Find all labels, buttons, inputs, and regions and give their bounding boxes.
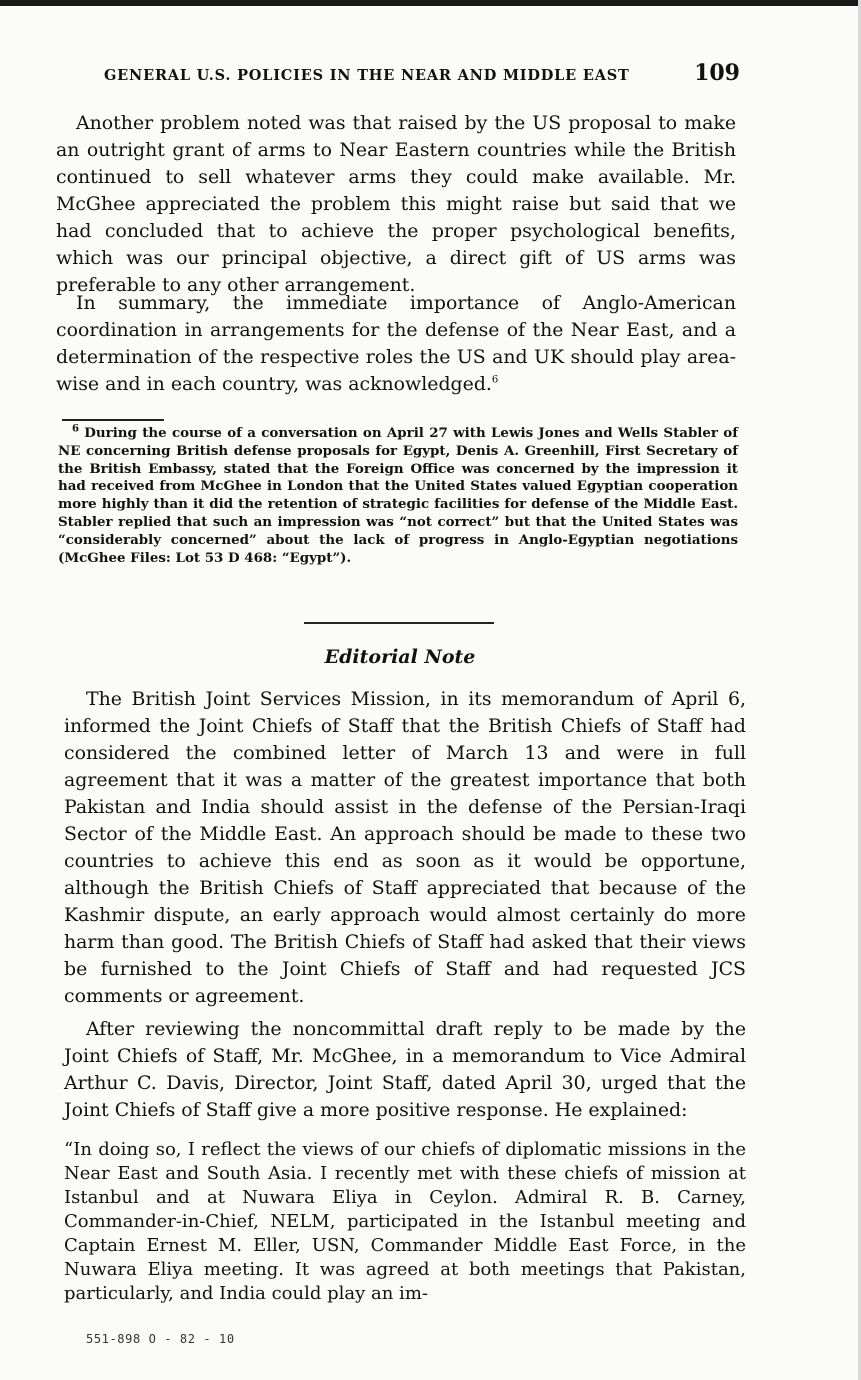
footnote-marker: 6 (72, 423, 79, 435)
paragraph-summary (56, 290, 736, 398)
printing-code: 551-898 O - 82 - 10 (86, 1332, 235, 1346)
paragraph-mcghee-memo: After reviewing the noncommittal draft reply to be made by the Joint Chiefs of Staff, Mr. McGhee, in a memorandum to Vice Admiral Arthur C. Davis, Director, Joint Staff, dated April 30, urged that the Joint Chiefs of Staff give a more positive response. He explained: (64, 1018, 746, 1121)
paragraph-summary-text: In summary, the immediate importance of Anglo-American coordination in arrangements for the defense of the Near East, and a determination of the respective roles the US and UK should play area-wise and in each country, was acknowledged. (56, 292, 736, 395)
footnote-reference: 6 (491, 374, 499, 386)
block-quote: “In doing so, I reflect the views of our chiefs of diplomatic missions in the Near East and South Asia. I recently met with these chiefs of mission at Istanbul and at Nuwara Eliya in Ceylon. Admiral R. B. Carney, Commander-in-Chief, NELM, participated in the Istanbul meeting and Captain Ernest M. Eller, USN, Commander Middle East Force, in the Nuwara Eliya meeting. It was agreed at both meetings that Pakistan, particularly, and India could play an im- (64, 1139, 746, 1304)
top-border (0, 0, 861, 6)
paragraph-british-mission: The British Joint Services Mission, in its memorandum of April 6, informed the Joint Chiefs of Staff that the British Chiefs of Staff had considered the combined letter of March 13 and were in full agreement that it was a matter of the greatest importance that both Pakistan and India should assist in the defense of the Persian-Iraqi Sector of the Middle East. An approach should be made to these two countries to achieve this end as soon as it would be opportune, although the British Chiefs of Staff appreciated that because of the Kashmir dispute, an early approach would almost certainly do more harm than good. The British Chiefs of Staff had asked that their views be furnished to the Joint Chiefs of Staff and had requested JCS comments or agreement. (64, 688, 746, 1007)
paragraph-arms-grant: Another problem noted was that raised by the US proposal to make an outright grant of arms to Near Eastern countries while the British continued to sell whatever arms they could make available. Mr. McGhee appreciated the problem this might raise but said that we had concluded that to achieve the proper psychological benefits, which was our principal objective, a direct gift of US arms was preferable to any other arrangement. (56, 112, 736, 296)
section-divider (304, 622, 494, 624)
running-title: GENERAL U.S. POLICIES IN THE NEAR AND MIDDLE EAST (104, 67, 630, 84)
footnote-text: During the course of a conversation on April 27 with Lewis Jones and Wells Stabler of NE concerning British defense proposals for Egypt, Denis A. Greenhill, First Secretary of the British Embassy, stated that the Foreign Office was concerned by the impression it had received from McGhee in London that the United States valued Egyptian cooperation more highly than it did the retention of strategic facilities for defense of the Middle East. Stabler replied that such an impression was “not correct” but that the United States was “considerably concerned” about the lack of progress in Anglo-Egyptian negotiations (McGhee Files: Lot 53 D 468: “Egypt”). (58, 425, 738, 566)
running-header (104, 54, 744, 86)
editorial-note-heading: Editorial Note (324, 646, 476, 668)
footnote-6 (58, 425, 738, 567)
footnote-divider (62, 419, 164, 421)
page-number: 109 (694, 60, 740, 86)
